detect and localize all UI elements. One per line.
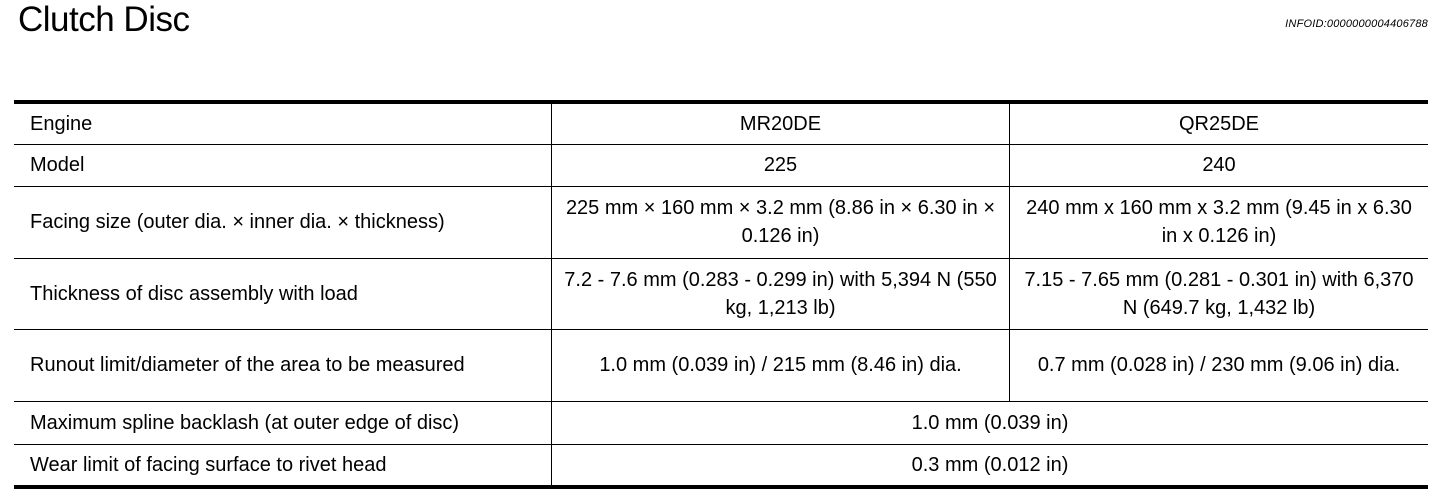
row-label: Engine	[14, 102, 552, 144]
row-label: Facing size (outer dia. × inner dia. × thickness)	[14, 186, 552, 258]
table-row-disc-thickness	[14, 258, 1428, 329]
info-id: INFOID:0000000004406788	[1285, 18, 1428, 30]
qr25de-value: 240 mm x 160 mm x 3.2 mm (9.45 in x 6.30 in x 0.126 in)	[1010, 186, 1429, 258]
qr25de-value: 7.15 - 7.65 mm (0.281 - 0.301 in) with 6,370 N (649.7 kg, 1,432 lb)	[1010, 258, 1429, 329]
table-row-spline-backlash	[14, 401, 1428, 444]
page-title: Clutch Disc	[18, 0, 190, 39]
mr20de-value: 225 mm × 160 mm × 3.2 mm (8.86 in × 6.30 in × 0.126 in)	[552, 186, 1010, 258]
mr20de-value: MR20DE	[552, 102, 1010, 144]
shared-value: 0.3 mm (0.012 in)	[552, 444, 1429, 487]
table-row-model	[14, 144, 1428, 186]
row-label: Wear limit of facing surface to rivet head	[14, 444, 552, 487]
table-row-engine	[14, 102, 1428, 144]
qr25de-value: 240	[1010, 144, 1429, 186]
row-label: Runout limit/diameter of the area to be measured	[14, 329, 552, 401]
spec-table	[14, 100, 1428, 489]
qr25de-value: QR25DE	[1010, 102, 1429, 144]
mr20de-value: 1.0 mm (0.039 in) / 215 mm (8.46 in) dia.	[552, 329, 1010, 401]
qr25de-value: 0.7 mm (0.028 in) / 230 mm (9.06 in) dia.	[1010, 329, 1429, 401]
row-label: Thickness of disc assembly with load	[14, 258, 552, 329]
table-row-runout-limit	[14, 329, 1428, 401]
row-label: Maximum spline backlash (at outer edge of disc)	[14, 401, 552, 444]
table-row-facing-size	[14, 186, 1428, 258]
mr20de-value: 7.2 - 7.6 mm (0.283 - 0.299 in) with 5,394 N (550 kg, 1,213 lb)	[552, 258, 1010, 329]
mr20de-value: 225	[552, 144, 1010, 186]
row-label: Model	[14, 144, 552, 186]
shared-value: 1.0 mm (0.039 in)	[552, 401, 1429, 444]
table-row-wear-limit	[14, 444, 1428, 487]
